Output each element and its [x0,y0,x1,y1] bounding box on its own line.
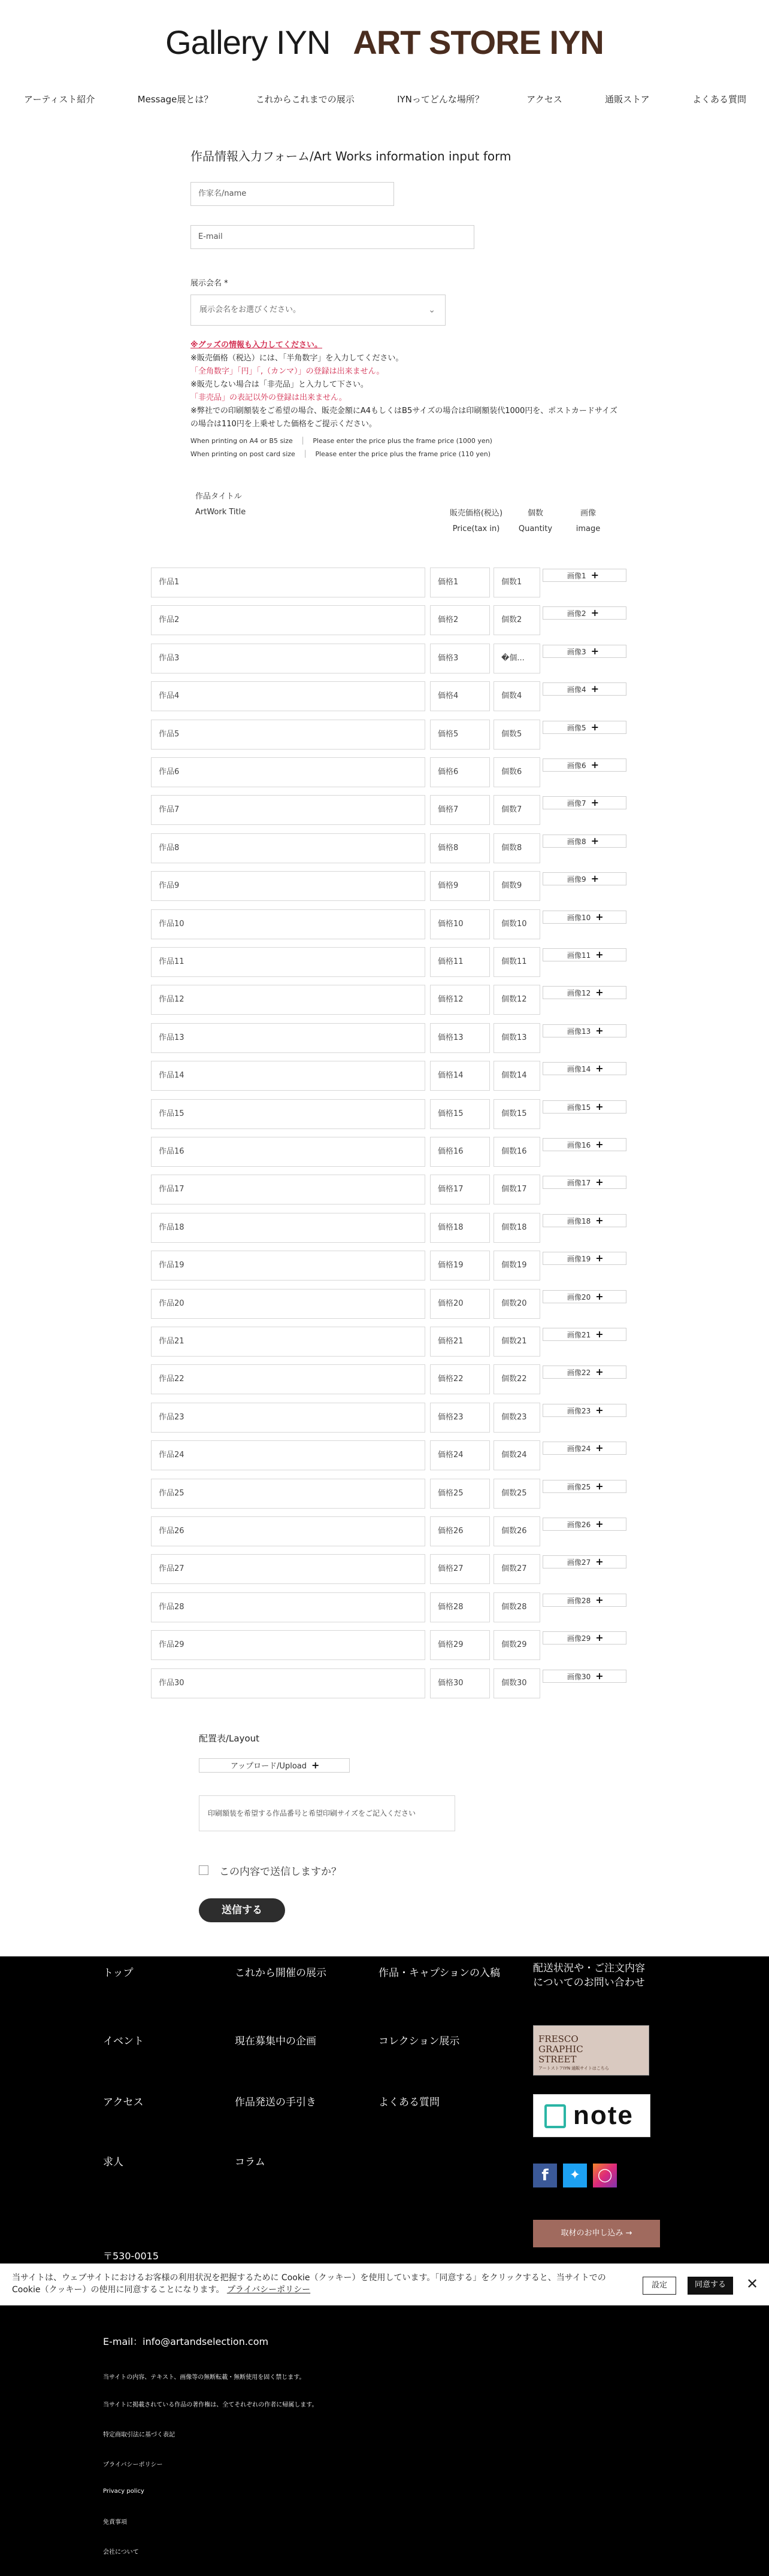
close-icon[interactable]: ✕ [746,2275,759,2292]
footer-jobs[interactable]: 求人 [103,2156,123,2168]
plus-icon: + [591,569,600,581]
artwork-qty-input[interactable]: 個数27 [494,1554,540,1584]
note-a4: When printing on A4 or B5 size │ Please enter the price plus the frame price (1000 yen) [190,437,492,445]
artwork-image-label: 画像15 [567,1103,591,1112]
form-title: 作品情報入力フォーム/Art Works information input form [190,149,511,163]
artwork-title-input[interactable]: 作品26 [151,1516,425,1546]
artwork-image-label: 画像6 [567,761,586,770]
plus-icon: + [595,1176,604,1188]
artwork-image-upload-button[interactable] [543,872,626,885]
note-frame-price: ※弊社での印刷額装をご希望の場合、販売金額にA4もしくはB5サイズの場合は印刷額装代1000円を、ポストカードサイズの場合は110円を上乗せした価格をご提示ください。 [190,406,617,429]
artwork-price-input[interactable]: 価格13 [430,1023,490,1053]
footer-submit-works[interactable]: 作品・キャプションの入稿 [379,1967,500,1979]
banner-line3: STREET [538,2054,577,2065]
artwork-price-input[interactable]: 価格23 [430,1403,490,1433]
col-img-en: image [576,524,601,533]
artwork-image-label: 画像25 [567,1483,591,1491]
artwork-title-input[interactable]: 作品2 [151,605,425,635]
artwork-qty-input[interactable]: 個数1 [494,568,540,597]
footer-company[interactable]: 会社について [103,2549,139,2556]
artwork-price-input[interactable]: 価格22 [430,1364,490,1394]
art-store-banner-title [538,2034,583,2065]
nav-access[interactable]: アクセス [526,94,562,105]
artwork-price-input[interactable]: 価格18 [430,1213,490,1243]
note-logo-text: note [573,2101,634,2130]
artwork-image-upload-button[interactable] [543,835,626,848]
artwork-image-label: 画像9 [567,875,586,884]
artwork-title-input[interactable]: 作品6 [151,757,425,787]
artwork-title-input[interactable]: 作品11 [151,947,425,977]
nav-store[interactable]: 通販ストア [605,94,650,105]
chevron-down-icon: ⌄ [428,305,435,315]
artwork-price-input[interactable]: 価格2 [430,605,490,635]
artwork-qty-input[interactable]: �個... [494,644,540,673]
artwork-image-upload-button[interactable] [543,569,626,582]
footer-tokutei[interactable]: 特定商取引法に基づく表記 [103,2432,175,2438]
artwork-image-upload-button[interactable] [543,1328,626,1341]
confirm-label: この内容で送信しますか？ [219,1866,341,1878]
cookie-agree-button[interactable]: 同意する [688,2277,733,2295]
artwork-image-label: 画像8 [567,838,586,846]
artwork-title-input[interactable]: 作品30 [151,1668,425,1698]
artwork-title-input[interactable]: 作品18 [151,1213,425,1243]
artwork-image-upload-button[interactable] [543,1594,626,1607]
artwork-qty-input[interactable]: 個数15 [494,1099,540,1129]
artwork-image-upload-button[interactable] [543,1062,626,1075]
artwork-image-upload-button[interactable] [543,986,626,999]
footer-copyright-1: 当サイトの内容、テキスト、画像等の無断転載・無断使用を固く禁じます。 [103,2374,305,2381]
artwork-title-input[interactable]: 作品20 [151,1289,425,1319]
artwork-qty-input[interactable]: 個数6 [494,757,540,787]
footer-email[interactable]: E-mail：info@artandselection.com [103,2336,269,2347]
plus-icon: + [595,1139,604,1150]
artwork-image-upload-button[interactable] [543,1631,626,1644]
note-logo-icon [544,2104,566,2128]
cookie-text [12,2272,623,2296]
artwork-qty-input[interactable]: 個数23 [494,1403,540,1433]
form-notes [190,339,622,461]
footer-privacy-jp[interactable]: プライバシーポリシー [103,2462,163,2468]
banner-line2: GRAPHIC [538,2044,583,2055]
main-nav [0,93,769,105]
gallery-iyn-logo[interactable]: Gallery IYN [165,23,331,61]
artwork-price-input[interactable]: 価格19 [430,1251,490,1281]
artwork-qty-input[interactable]: 個数29 [494,1630,540,1660]
artwork-image-label: 画像7 [567,799,586,808]
artwork-price-input[interactable]: 価格1 [430,568,490,597]
plus-icon: + [595,1252,604,1264]
exhibit-label: 展示会名 * [190,279,228,288]
artwork-image-upload-button[interactable] [543,645,626,658]
artwork-image-label: 画像2 [567,609,586,618]
artwork-qty-input[interactable]: 個数24 [494,1440,540,1470]
note-price-halfwidth: ※販売価格（税込）には、「半角数字」を入力してください。 [190,354,404,363]
artwork-image-label: 画像5 [567,724,586,732]
artwork-title-input[interactable]: 作品10 [151,909,425,939]
footer-postal: 〒530-0015 [103,2250,159,2262]
artwork-qty-input[interactable]: 個数18 [494,1213,540,1243]
artwork-image-label: 画像23 [567,1407,591,1415]
cookie-privacy-link[interactable]: プライバシーポリシー [226,2285,311,2295]
art-store-banner-sub: アートストアIYN 通販サイトはこちら [538,2066,609,2071]
banner-line1: FRESCO [538,2034,579,2044]
artwork-price-input[interactable]: 価格29 [430,1630,490,1660]
footer-column[interactable]: コラム [235,2156,265,2168]
layout-label: 配置表/Layout [199,1733,260,1744]
artwork-image-label: 画像1 [567,572,586,580]
artwork-image-upload-button[interactable] [543,1480,626,1493]
submit-button[interactable]: 送信する [199,1898,285,1922]
artwork-image-label: 画像30 [567,1673,591,1681]
artwork-title-input[interactable]: 作品13 [151,1023,425,1053]
upload-button-label: アップロード/Upload [231,1762,307,1771]
artwork-price-input[interactable]: 価格5 [430,720,490,750]
artwork-qty-input[interactable]: 個数9 [494,871,540,901]
footer-access[interactable]: アクセス [103,2096,144,2108]
artwork-image-upload-button[interactable] [543,1404,626,1417]
plus-icon: + [595,1404,604,1416]
note-a4-label: When printing on A4 or B5 size [190,437,293,445]
footer-privacy-en[interactable]: Privacy policy [103,2488,144,2495]
artwork-image-label: 画像10 [567,914,591,922]
artwork-image-label: 画像17 [567,1179,591,1187]
artwork-image-upload-button[interactable] [543,948,626,961]
artwork-image-upload-button[interactable] [543,911,626,924]
artwork-image-upload-button[interactable] [543,721,626,734]
note-not-for-sale: ※販売しない場合は「非売品」と入力して下さい。 [190,380,368,389]
plus-icon: + [591,683,600,694]
artwork-image-label: 画像12 [567,989,591,997]
plus-icon: + [595,1670,604,1682]
artwork-image-label: 画像16 [567,1141,591,1149]
artwork-price-input[interactable]: 価格15 [430,1099,490,1129]
plus-icon: + [595,1328,604,1340]
artwork-qty-input[interactable]: 個数11 [494,947,540,977]
plus-icon: + [595,1632,604,1643]
footer-disclaimer[interactable]: 免責事項 [103,2519,127,2526]
note-price-invalid: 「全角数字」「円」「,（カンマ）」の登録は出来ません。 [190,367,384,376]
artwork-image-upload-button[interactable] [543,758,626,772]
artwork-image-label: 画像26 [567,1521,591,1529]
artwork-qty-input[interactable]: 個数17 [494,1175,540,1204]
artwork-title-input[interactable]: 作品22 [151,1364,425,1394]
nav-exhibitions[interactable]: これからこれまでの展示 [255,94,355,105]
artwork-title-input[interactable]: 作品12 [151,985,425,1015]
plus-icon: + [591,645,600,657]
artwork-price-input[interactable]: 価格24 [430,1440,490,1470]
artwork-qty-input[interactable]: 個数19 [494,1251,540,1281]
artwork-price-input[interactable]: 価格11 [430,947,490,977]
plus-icon: + [595,1594,604,1606]
footer-faq[interactable]: よくある質問 [379,2096,440,2108]
cookie-banner [0,2264,769,2305]
plus-icon: + [595,1291,604,1302]
note-pc-text: Please enter the price plus the frame price (110 yen) [315,450,491,458]
artwork-price-input[interactable]: 価格17 [430,1175,490,1204]
artwork-image-upload-button[interactable] [543,1214,626,1227]
artwork-price-input[interactable]: 価格20 [430,1289,490,1319]
artwork-title-input[interactable]: 作品14 [151,1061,425,1091]
artwork-image-upload-button[interactable] [543,1100,626,1113]
artwork-qty-input[interactable]: 個数4 [494,681,540,711]
footer-order-inquiry-line2: についてのお問い合わせ [533,1977,645,1989]
artwork-image-label: 画像11 [567,951,591,960]
artwork-image-upload-button[interactable] [543,1138,626,1151]
artwork-price-input[interactable]: 価格21 [430,1327,490,1357]
artwork-image-label: 画像20 [567,1293,591,1301]
exhibit-select-value: 展示会名をお選びください。 [199,305,301,314]
upload-button[interactable] [199,1758,350,1773]
artwork-image-upload-button[interactable] [543,1290,626,1303]
artwork-title-input[interactable]: 作品21 [151,1327,425,1357]
artwork-image-upload-button[interactable] [543,1442,626,1455]
artwork-image-label: 画像3 [567,648,586,656]
artwork-image-label: 画像18 [567,1217,591,1225]
artwork-qty-input[interactable]: 個数10 [494,909,540,939]
artwork-title-input[interactable]: 作品29 [151,1630,425,1660]
plus-icon: + [595,1518,604,1530]
artwork-qty-input[interactable]: 個数20 [494,1289,540,1319]
col-qty-en: Quantity [518,524,553,533]
plus-icon: + [595,1366,604,1377]
artwork-image-label: 画像4 [567,685,586,694]
plus-icon: + [591,797,600,808]
confirm-checkbox[interactable] [199,1865,208,1875]
artwork-image-upload-button[interactable] [543,1670,626,1683]
note-a4-text: Please enter the price plus the frame price (1000 yen) [313,437,492,445]
artwork-image-upload-button[interactable] [543,606,626,620]
artwork-image-label: 画像14 [567,1065,591,1073]
artwork-qty-input[interactable]: 個数14 [494,1061,540,1091]
footer-copyright-2: 当サイトに掲載されている作品の著作権は、全てそれぞれの作者に帰属します。 [103,2402,318,2408]
artwork-price-input[interactable]: 価格4 [430,681,490,711]
footer-shipping-guide[interactable]: 作品発送の手引き [235,2096,316,2108]
col-title-jp: 作品タイトル [195,492,242,501]
artwork-qty-input[interactable]: 個数5 [494,720,540,750]
artwork-title-input[interactable]: 作品19 [151,1251,425,1281]
footer-open-calls[interactable]: 現在募集中の企画 [235,2035,316,2047]
plus-icon: + [595,911,604,923]
artwork-qty-input[interactable]: 個数22 [494,1364,540,1394]
artwork-title-input[interactable]: 作品4 [151,681,425,711]
name-input[interactable]: 作家名/name [190,182,394,206]
artwork-title-input[interactable]: 作品3 [151,644,425,673]
artwork-image-upload-button[interactable] [543,1555,626,1568]
plus-icon: + [311,1759,320,1771]
twitter-icon[interactable]: ✦ [563,2164,587,2187]
cookie-message: 当サイトは、ウェブサイトにおけるお客様の利用状況を把握するために Cookie（クッキー）を使用しています。「同意する」をクリックすると、当サイトでの Cookie（クッキー）の使用に同意することになります。 [12,2273,606,2295]
artwork-image-upload-button[interactable] [543,1518,626,1531]
artwork-title-input[interactable]: 作品23 [151,1403,425,1433]
nav-message[interactable]: Message展とは？ [137,94,213,105]
artwork-title-input[interactable]: 作品8 [151,833,425,863]
site-logos [0,23,769,62]
artwork-qty-input[interactable]: 個数2 [494,605,540,635]
artwork-title-input[interactable]: 作品28 [151,1592,425,1622]
artwork-title-input[interactable]: 作品15 [151,1099,425,1129]
note-goods: ※グッズの情報も入力してください。 [190,341,322,350]
plus-icon: + [595,949,604,960]
artwork-title-input[interactable]: 作品1 [151,568,425,597]
artwork-image-upload-button[interactable] [543,682,626,696]
artwork-price-input[interactable]: 価格12 [430,985,490,1015]
artwork-price-input[interactable]: 価格28 [430,1592,490,1622]
col-price-jp: 販売価格(税込) [449,509,503,518]
plus-icon: + [595,1025,604,1036]
artwork-image-label: 画像13 [567,1027,591,1036]
artwork-price-input[interactable]: 価格14 [430,1061,490,1091]
exhibit-select[interactable] [190,295,446,326]
plus-icon: + [595,1556,604,1567]
plus-icon: + [591,607,600,618]
nav-artists[interactable]: アーティスト紹介 [24,94,95,105]
artwork-image-label: 画像22 [567,1369,591,1377]
artwork-price-input[interactable]: 価格7 [430,795,490,825]
artwork-image-upload-button[interactable] [543,1366,626,1379]
artwork-price-input[interactable]: 価格9 [430,871,490,901]
artwork-qty-input[interactable]: 個数13 [494,1023,540,1053]
plus-icon: + [591,835,600,846]
footer-collection[interactable]: コレクション展示 [379,2035,460,2047]
artwork-price-input[interactable]: 価格30 [430,1668,490,1698]
plus-icon: + [595,1480,604,1492]
artwork-qty-input[interactable]: 個数16 [494,1137,540,1167]
press-request-button[interactable]: 取材のお申し込み → [533,2220,660,2247]
artwork-price-input[interactable]: 価格25 [430,1479,490,1509]
artwork-image-label: 画像24 [567,1445,591,1453]
artwork-title-input[interactable]: 作品27 [151,1554,425,1584]
artwork-price-input[interactable]: 価格10 [430,909,490,939]
artwork-qty-input[interactable]: 個数12 [494,985,540,1015]
artwork-image-label: 画像29 [567,1634,591,1643]
plus-icon: + [595,1063,604,1074]
artwork-price-input[interactable]: 価格3 [430,644,490,673]
artwork-qty-input[interactable]: 個数26 [494,1516,540,1546]
artwork-qty-input[interactable]: 個数30 [494,1668,540,1698]
artwork-title-input[interactable]: 作品24 [151,1440,425,1470]
footer-order-inquiry[interactable] [533,1961,645,1990]
artwork-qty-input[interactable]: 個数8 [494,833,540,863]
facebook-icon[interactable]: f [533,2164,557,2187]
artwork-qty-input[interactable]: 個数7 [494,795,540,825]
artwork-image-label: 画像28 [567,1597,591,1605]
artwork-image-upload-button[interactable] [543,1176,626,1189]
col-price-en: Price(tax in) [452,524,500,533]
artwork-qty-input[interactable]: 個数21 [494,1327,540,1357]
note-banner[interactable] [533,2094,650,2137]
artwork-price-input[interactable]: 価格27 [430,1554,490,1584]
col-qty-jp: 個数 [527,509,543,518]
plus-icon: + [595,1442,604,1454]
plus-icon: + [591,721,600,733]
artwork-title-input[interactable]: 作品5 [151,720,425,750]
nav-about-place[interactable]: IYNってどんな場所？ [397,94,484,105]
artwork-title-input[interactable]: 作品16 [151,1137,425,1167]
art-store-banner[interactable] [533,2025,649,2076]
nav-faq[interactable]: よくある質問 [692,94,746,105]
artwork-title-input[interactable]: 作品7 [151,795,425,825]
footer-events[interactable]: イベント [103,2035,144,2047]
footer-top[interactable]: トップ [103,1967,134,1979]
artwork-image-label: 画像19 [567,1255,591,1263]
instagram-icon[interactable]: ◯ [593,2164,617,2187]
artwork-title-input[interactable]: 作品9 [151,871,425,901]
artwork-qty-input[interactable]: 個数25 [494,1479,540,1509]
art-store-iyn-logo[interactable]: ART STORE IYN [353,23,604,61]
artwork-title-input[interactable]: 作品25 [151,1479,425,1509]
artwork-image-label: 画像27 [567,1558,591,1567]
artwork-price-input[interactable]: 価格8 [430,833,490,863]
cookie-settings-button[interactable]: 設定 [643,2277,676,2295]
artwork-image-label: 画像21 [567,1331,591,1339]
footer-upcoming[interactable]: これから開催の展示 [235,1967,326,1979]
footer-order-inquiry-line1: 配送状況や・ご注文内容 [533,1962,645,1974]
plus-icon: + [595,987,604,998]
artwork-price-input[interactable]: 価格26 [430,1516,490,1546]
email-input[interactable]: E-mail [190,225,474,249]
print-request-textarea[interactable]: 印刷額装を希望する作品番号と希望印刷サイズをご記入ください [199,1795,455,1831]
artwork-price-input[interactable]: 価格6 [430,757,490,787]
artwork-image-upload-button[interactable] [543,796,626,809]
note-not-for-sale-only: 「非売品」の表記以外の登録は出来ません。 [190,393,347,402]
plus-icon: + [591,873,600,884]
note-postcard: When printing on post card size │ Please enter the price plus the frame price (110 yen) [190,450,491,458]
plus-icon: + [595,1101,604,1112]
artwork-image-upload-button[interactable] [543,1252,626,1265]
artwork-image-upload-button[interactable] [543,1024,626,1037]
artwork-title-input[interactable]: 作品17 [151,1175,425,1204]
col-img-jp: 画像 [580,509,596,518]
artwork-price-input[interactable]: 価格16 [430,1137,490,1167]
artwork-qty-input[interactable]: 個数28 [494,1592,540,1622]
note-pc-label: When printing on post card size [190,450,295,458]
col-title-en: ArtWork Title [195,508,246,517]
plus-icon: + [595,1215,604,1226]
plus-icon: + [591,759,600,770]
